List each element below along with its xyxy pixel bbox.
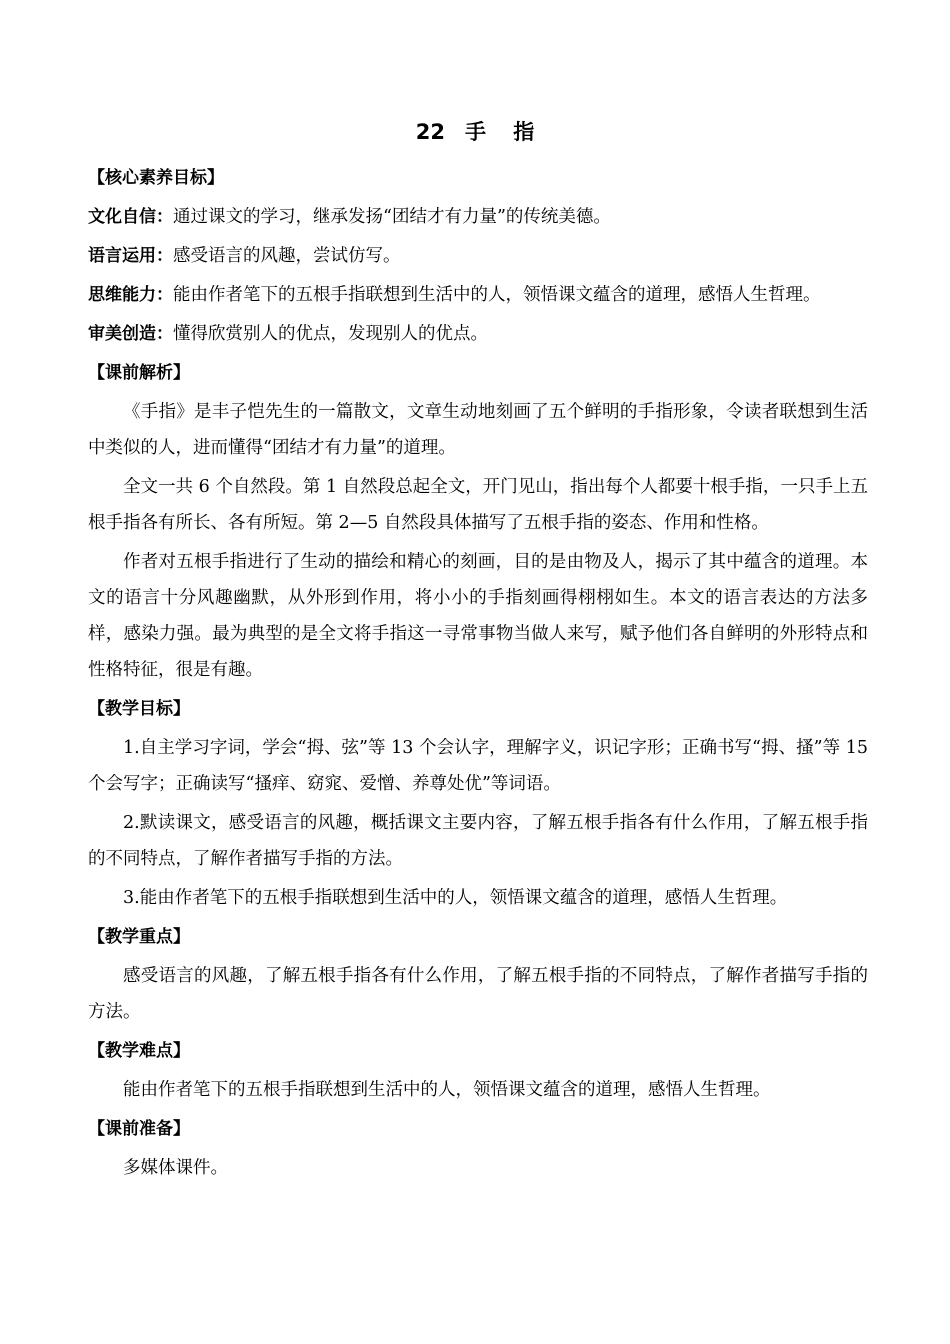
section-heading-core: 【核心素养目标】	[88, 168, 224, 188]
goal-item: 1.自主学习字词，学会“拇、弦”等 13 个会认字，理解字义，识记字形；正确书写“拇、搔”等 15 个会写字；正确读写“搔痒、窈窕、爱憎、养尊处优”等词语。	[88, 738, 868, 794]
section-heading-prep: 【课前准备】	[88, 1119, 190, 1139]
analysis-paragraph: 全文一共 6 个自然段。第 1 自然段总起全文，开门见山，指出每个人都要十根手指，一只手上五根手指各有所长、各有所短。第 2—5 自然段具体描写了五根手指的姿态、作用和性格。	[88, 477, 868, 533]
title-char: 手	[464, 120, 486, 144]
section-heading-difficult: 【教学难点】	[88, 1041, 190, 1061]
section-heading-key: 【教学重点】	[88, 927, 190, 947]
core-item-label: 文化自信：	[88, 207, 173, 227]
title-char: 指	[513, 120, 535, 144]
core-item-text: 懂得欣赏别人的优点，发现别人的优点。	[173, 324, 488, 344]
core-item	[88, 238, 868, 274]
key-text: 感受语言的风趣，了解五根手指各有什么作用，了解五根手指的不同特点，了解作者描写手指的方法。	[88, 966, 868, 1022]
prep-text: 多媒体课件。	[123, 1158, 228, 1178]
section-heading-analysis: 【课前解析】	[88, 363, 190, 383]
page-title	[0, 114, 950, 150]
core-item-label: 思维能力：	[88, 285, 173, 305]
core-item	[88, 199, 868, 235]
difficult-text: 能由作者笔下的五根手指联想到生活中的人，领悟课文蕴含的道理，感悟人生哲理。	[123, 1080, 771, 1100]
section-heading-goals: 【教学目标】	[88, 699, 190, 719]
goal-item: 2.默读课文，感受语言的风趣，概括课文主要内容，了解五根手指各有什么作用，了解五根手指的不同特点，了解作者描写手指的方法。	[88, 813, 868, 869]
analysis-paragraph: 作者对五根手指进行了生动的描绘和精心的刻画，目的是由物及人，揭示了其中蕴含的道理。本文的语言十分风趣幽默，从外形到作用，将小小的手指刻画得栩栩如生。本文的语言表达的方法多样，感染力强。最为典型的是全文将手指这一寻常事物当做人来写，赋予他们各自鲜明的外形特点和性格特征，很是有趣。	[88, 552, 868, 680]
core-item-label: 语言运用：	[88, 246, 173, 266]
core-item-label: 审美创造：	[88, 324, 173, 344]
core-item-text: 能由作者笔下的五根手指联想到生活中的人，领悟课文蕴含的道理，感悟人生哲理。	[173, 285, 821, 305]
core-item-text: 感受语言的风趣，尝试仿写。	[173, 246, 401, 266]
core-item-text: 通过课文的学习，继承发扬“团结才有力量”的传统美德。	[173, 207, 611, 227]
core-item	[88, 277, 868, 313]
core-item	[88, 316, 868, 352]
document-body	[88, 160, 868, 1189]
lesson-number: 22	[415, 120, 445, 144]
analysis-paragraph: 《手指》是丰子恺先生的一篇散文，文章生动地刻画了五个鲜明的手指形象，令读者联想到生活中类似的人，进而懂得“团结才有力量”的道理。	[88, 402, 868, 458]
goal-item: 3.能由作者笔下的五根手指联想到生活中的人，领悟课文蕴含的道理，感悟人生哲理。	[123, 888, 788, 908]
